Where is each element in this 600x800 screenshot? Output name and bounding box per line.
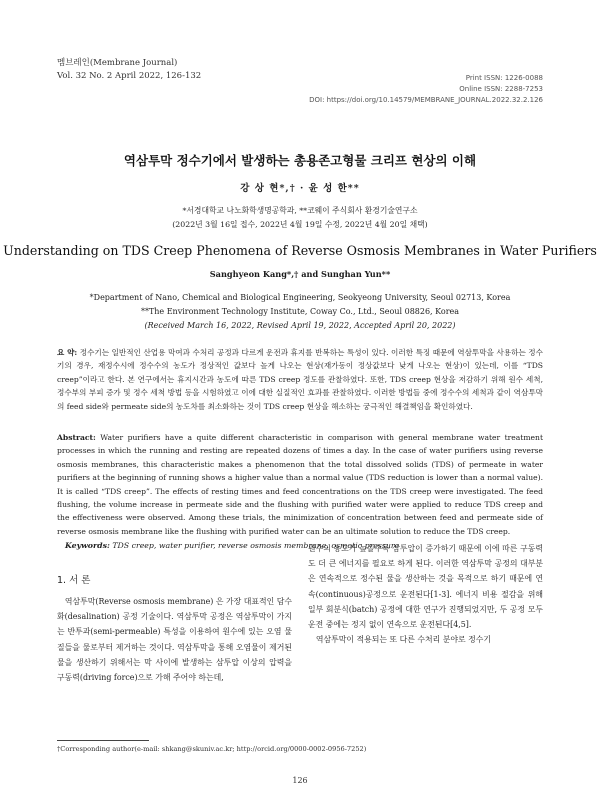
body-paragraph: 역삼투막이 적용되는 또 다른 수처리 분야로 정수기 bbox=[315, 635, 492, 645]
english-authors: Sanghyeon Kang*,† and Sunghan Yun** bbox=[209, 269, 391, 279]
online-issn: Online ISSN: 2288-7253 bbox=[459, 85, 543, 93]
english-dates: (Received March 16, 2022, Revised April 19, 2022, Accepted April 20, 2022) bbox=[144, 321, 456, 330]
korean-title: 역삼투막 정수기에서 발생하는 총용존고형물 크리프 현상의 이해 bbox=[123, 153, 477, 168]
body-paragraph: 원수의 농도가 높을수록 삼투압이 증가하기 때문에 이에 따른 구동력도 더 큰 에너지를 필요로 하게 된다. 이러한 역삼투막 공정의 대부분은 연속적으로 정수된 물을 생산하는 것을 목적으로 하기 때문에 연속(continuous)공정으로 운전된다[1-3]. 에너지 비용 절감을 위해 일부 회분식(batch) 공정에 대한 연구가 진행되었지만, 두 공정 모두 운전 중에는 정지 없이 연속으로 운전된다[4,5]. bbox=[308, 544, 543, 630]
journal-volume-info: Vol. 32 No. 2 April 2022, 126-132 bbox=[57, 71, 202, 81]
english-abstract-label: Abstract: bbox=[57, 433, 96, 442]
korean-abstract-text: 정수기는 일반적인 산업용 막여과 수처리 공정과 다르게 운전과 휴지를 반복하는 특성이 있다. 이러한 특징 때문에 역삼투막을 사용하는 정수기의 경우, 재정수시에 정수수의 농도가 정상적인 값보다 높게 나오는 현상(재가동이 정상값보다 낮게 나오는 현상)이 있는데, 이를 “TDS creep”이라고 한다. 본 연구에서는 휴지시간과 농도에 따른 TDS creep 정도를 관찰하였다. 또한, TDS creep 현상을 저감하기 위해 원수 세척, 정수부의 부피 증가 및 정수 세척 방법 등을 시험하였고 이에 대한 실질적인 효과를 관찰하였다. 이러한 방법들 중에 정수수의 세척과 같이 역삼투막의 feed side와 permeate side의 농도차를 최소화하는 것이 TDS creep 현상을 해소하는 궁극적인 해결책임을 확인하였다. bbox=[57, 348, 543, 411]
english-affiliation-1: *Department of Nano, Chemical and Biological Engineering, Seokyeong University, Seoul 02713, Korea bbox=[89, 293, 511, 302]
korean-dates: (2022년 3월 16일 접수, 2022년 4월 19일 수정, 2022년 4월 20일 채택) bbox=[172, 220, 428, 229]
english-abstract bbox=[57, 431, 543, 538]
section-heading: 1. 서 론 bbox=[57, 575, 91, 586]
journal-name: 멤브레인(Membrane Journal) bbox=[57, 58, 178, 68]
footnote: †Corresponding author(e-mail: shkang@skuniv.ac.kr; http://orcid.org/0000-0002-0956-7252) bbox=[57, 745, 367, 753]
page-number: 126 bbox=[292, 776, 308, 785]
english-abstract-text: Water purifiers have a quite different characteristic in comparison with general membrane water treatment processes in which the running and resting are repeated dozens of times a day. In the case of water purifiers using reverse osmosis membranes, this characteristic makes a phenomenon that the total dissolved solids (TDS) of permeate in water purifiers at the beginning of running shows a higher value than a normal value (TDS reduction is lower than a normal value). It is called “TDS creep”. The effects of resting times and feed concentrations on the TDS creep were investigated. The feed flushing, the volume increase in permeate side and the flushing with purified water were applied to reduce TDS creep and the effectiveness were observed. Among these trials, the minimization of concentration between feed and permeate side of reverse osmosis membrane like the flushing with purified water can be an ultimate solution to reduce the TDS creep. bbox=[57, 433, 543, 536]
print-issn: Print ISSN: 1226-0088 bbox=[465, 74, 543, 82]
doi-link[interactable]: DOI: https://doi.org/10.14579/MEMBRANE_JOURNAL.2022.32.2.126 bbox=[309, 96, 543, 104]
korean-affiliation: *서경대학교 나노화학생명공학과, **코웨이 주식회사 환경기술연구소 bbox=[182, 206, 418, 215]
body-right-column bbox=[308, 541, 543, 647]
english-title: Understanding on TDS Creep Phenomena of Reverse Osmosis Membranes in Water Purifiers bbox=[3, 243, 597, 258]
korean-authors: 강 상 현*,† · 윤 성 한** bbox=[240, 183, 360, 194]
keywords-label: Keywords: bbox=[65, 541, 110, 550]
keywords-text: TDS creep, water purifier, reverse osmosis membrane, osmotic pressure bbox=[112, 541, 400, 550]
body-left-column: 역삼투막(Reverse osmosis membrane) 은 가장 대표적인 담수화(desalination) 공정 기술이다. 역삼투막 공정은 역삼투막이 가지는 반투과(semi-permeable) 특성을 이용하여 원수에 있는 오염 물질들을 물로부터 제거하는 것이다. 역삼투막을 통해 오염물이 제거된 물을 생산하기 위해서는 막 사이에 발생하는 삼투압 이상의 압력을 구동력(driving force)으로 가해 주어야 하는데, bbox=[57, 597, 292, 683]
korean-abstract bbox=[57, 346, 543, 413]
footnote-divider bbox=[57, 740, 149, 741]
english-affiliation-2: **The Environment Technology Institute, Coway Co., Ltd., Seoul 08826, Korea bbox=[140, 307, 460, 316]
korean-abstract-label: 요 약: bbox=[57, 348, 78, 357]
